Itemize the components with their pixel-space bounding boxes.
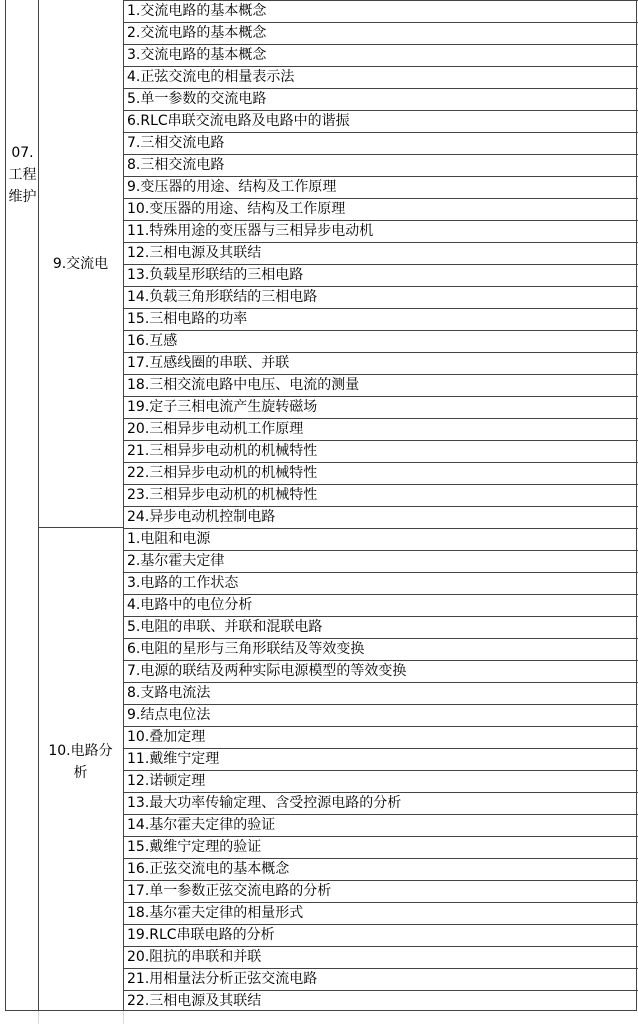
section-label: 9.交流电 [52,256,109,272]
topic-cell[interactable]: 15.三相电路的功率 [123,308,638,330]
topic-cell[interactable]: 13.最大功率传输定理、含受控源电路的分析 [123,792,638,814]
topic-cell[interactable]: 17.互感线圈的串联、并联 [123,352,638,374]
topic-cell[interactable]: 24.异步电动机控制电路 [123,506,638,528]
grid-line [123,1011,124,1024]
topic-cell[interactable]: 22.三相电源及其联结 [123,990,638,1012]
topic-cell[interactable]: 13.负载星形联结的三相电路 [123,264,638,286]
section-label: 10.电路分析 [48,743,113,781]
topic-cell[interactable]: 16.互感 [123,330,638,352]
topic-cell[interactable]: 6.RLC串联交流电路及电路中的谐振 [123,110,638,132]
topic-cell[interactable]: 20.三相异步电动机工作原理 [123,418,638,440]
topic-cell[interactable]: 11.戴维宁定理 [123,748,638,770]
topic-cell[interactable]: 17.单一参数正弦交流电路的分析 [123,880,638,902]
section-cell[interactable] [38,528,123,1012]
topic-cell[interactable]: 10.变压器的用途、结构及工作原理 [123,198,638,220]
topic-cell[interactable]: 12.三相电源及其联结 [123,242,638,264]
topic-cell[interactable]: 18.三相交流电路中电压、电流的测量 [123,374,638,396]
topic-cell[interactable]: 1.交流电路的基本概念 [123,0,638,22]
topic-cell[interactable]: 20.阻抗的串联和并联 [123,946,638,968]
topic-cell[interactable]: 12.诺顿定理 [123,770,638,792]
topic-cell[interactable]: 11.特殊用途的变压器与三相异步电动机 [123,220,638,242]
topic-cell[interactable]: 9.结点电位法 [123,704,638,726]
topic-cell[interactable]: 21.用相量法分析正弦交流电路 [123,968,638,990]
topic-cell[interactable]: 15.戴维宁定理的验证 [123,836,638,858]
topic-cell[interactable]: 19.定子三相电流产生旋转磁场 [123,396,638,418]
topic-cell[interactable]: 5.单一参数的交流电路 [123,88,638,110]
topic-cell[interactable]: 21.三相异步电动机的机械特性 [123,440,638,462]
topic-cell[interactable]: 19.RLC串联电路的分析 [123,924,638,946]
topic-cell[interactable]: 14.负载三角形联结的三相电路 [123,286,638,308]
topic-cell[interactable]: 3.电路的工作状态 [123,572,638,594]
topic-cell[interactable]: 4.电路中的电位分析 [123,594,638,616]
grid-line [38,1011,39,1024]
topic-cell[interactable]: 18.基尔霍夫定律的相量形式 [123,902,638,924]
topic-cell[interactable]: 8.三相交流电路 [123,154,638,176]
topic-cell[interactable]: 7.电源的联结及两种实际电源模型的等效变换 [123,660,638,682]
topic-cell[interactable]: 10.叠加定理 [123,726,638,748]
topic-cell[interactable]: 1.电阻和电源 [123,528,638,550]
topic-cell[interactable]: 2.基尔霍夫定律 [123,550,638,572]
topic-cell[interactable]: 2.交流电路的基本概念 [123,22,638,44]
topic-cell[interactable]: 23.三相异步电动机的机械特性 [123,484,638,506]
topic-cell[interactable]: 22.三相异步电动机的机械特性 [123,462,638,484]
topic-cell[interactable]: 9.变压器的用途、结构及工作原理 [123,176,638,198]
topic-cell[interactable]: 3.交流电路的基本概念 [123,44,638,66]
table-right-border [636,0,637,1011]
topic-cell[interactable]: 6.电阻的星形与三角形联结及等效变换 [123,638,638,660]
topic-cell[interactable]: 14.基尔霍夫定律的验证 [123,814,638,836]
category-cell[interactable]: 07.工程维护 [8,145,37,205]
topic-cell[interactable]: 16.正弦交流电的基本概念 [123,858,638,880]
section-column [38,0,124,1011]
topic-cell[interactable]: 7.三相交流电路 [123,132,638,154]
section-cell[interactable] [38,0,123,528]
category-column [5,0,39,1011]
topic-cell[interactable]: 4.正弦交流电的相量表示法 [123,66,638,88]
topic-cell[interactable]: 5.电阻的串联、并联和混联电路 [123,616,638,638]
empty-row [0,1011,638,1024]
topic-cell[interactable]: 8.支路电流法 [123,682,638,704]
